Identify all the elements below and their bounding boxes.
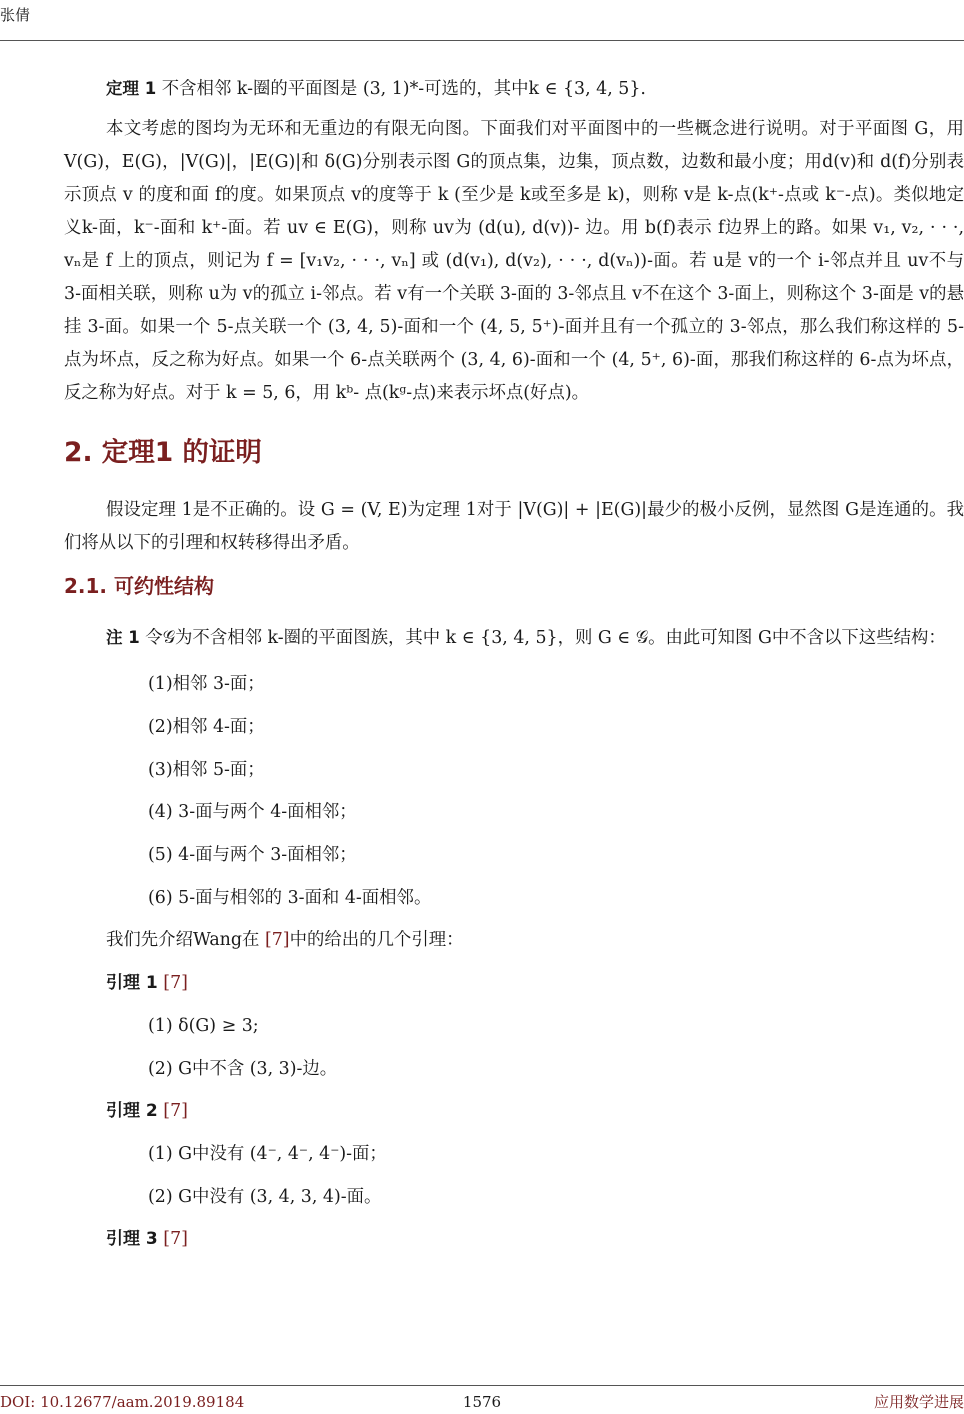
citation-link[interactable]: [7] xyxy=(163,973,188,994)
note-1 xyxy=(64,621,964,655)
doi-link[interactable]: DOI: 10.12677/aam.2019.89184 xyxy=(0,1393,245,1411)
header-divider xyxy=(0,40,964,41)
list-item: (1)相邻 3-面； xyxy=(148,674,265,695)
citation-link[interactable]: [7] xyxy=(264,930,290,951)
lemma-tag: 引理 3 xyxy=(106,1229,158,1250)
list-item: (2)相邻 4-面； xyxy=(148,716,265,737)
running-header-author: 张倩 xyxy=(0,6,31,24)
section-2-title: 2. 定理1 的证明 xyxy=(64,437,262,468)
wang-intro-text: 我们先介绍Wang在 xyxy=(106,930,265,951)
lemma-2-items xyxy=(148,1133,964,1218)
list-item: (4) 3-面与两个 4-面相邻； xyxy=(148,802,357,823)
footer-divider xyxy=(0,1385,964,1386)
section-2-paragraph: 假设定理 1是不正确的。设 G = (V, E)为定理 1对于 |V(G)| + |E(G)|最少的极小反例，显然图 G是连通的。我们将从以下的引理和权转移得出矛盾。 xyxy=(64,500,964,553)
lemma-tag: 引理 2 xyxy=(106,1101,158,1122)
citation-link[interactable]: [7] xyxy=(163,1229,188,1250)
list-item: (3)相邻 5-面； xyxy=(148,759,265,780)
wang-intro-text-end: 中的给出的几个引理： xyxy=(289,930,464,951)
citation-link[interactable]: [7] xyxy=(163,1101,188,1122)
lemma-tag: 引理 1 xyxy=(106,973,158,994)
theorem-tag: 定理 1 xyxy=(106,79,157,98)
wang-intro xyxy=(64,919,964,962)
page-number: 1576 xyxy=(462,1393,502,1411)
theorem-text: 不含相邻 k-圈的平面图是 (3, 1)*-可选的，其中k ∈ {3, 4, 5}. xyxy=(161,79,646,99)
list-item: (5) 4-面与两个 3-面相邻； xyxy=(148,845,357,865)
structure-list xyxy=(148,663,964,919)
subsection-2-1-title: 2.1. 可约性结构 xyxy=(64,573,214,598)
note-text: 令𝒢为不含相邻 k-圈的平面图族，其中 k ∈ {3, 4, 5}，则 G ∈ 𝒢。由此可知图 G中不含以下这些结构： xyxy=(145,627,946,648)
list-item: (2) G中没有 (3, 4, 3, 4)-面。 xyxy=(148,1186,382,1207)
list-item: (2) G中不含 (3, 3)-边。 xyxy=(148,1058,338,1079)
definitions-paragraph: 本文考虑的图均为无环和无重边的有限无向图。下面我们对平面图中的一些概念进行说明。对于平面图 G，用 V(G)，E(G)，|V(G)|，|E(G)|和 δ(G)分别表示图 G的顶点集，边集，顶点数，边数和最小度；用d(v)和 d(f)分别表示顶点 v 的度和面 f的度。如果顶点 v的度等于 k (至少是 k或至多是 k)，则称 v是 k-点(k⁺-点或 k⁻-点)。类似地定义k-面，k⁻-面和 k⁺-面。若 uv ∈ E(G)，则称 uv为 (d(u), d(v))- 边。用 b(f)表示 f边界上的路。如果 v₁, v₂, · · ·, vₙ是 f 上的顶点，则记为 f = [v₁v₂, · · ·, vₙ] 或 (d(v₁), d(v₂), · · ·, d(vₙ))-面。若 u是 v的一个 i-邻点并且 uv不与 3-面相关联，则称 u为 v的孤立 i-邻点。若 v有一个关联 3-面的 3-邻点且 v不在这个 3-面上，则称这个 3-面是 v的悬挂 3-面。如果一个 5-点关联一个 (3, 4, 5)-面和一个 (4, 5, 5⁺)-面并且有一个孤立的 3-邻点，那么我们称这样的 5-点为坏点，反之称为好点。如果一个 6-点关联两个 (3, 4, 6)-面和一个 (4, 5⁺, 6)-面，那我们称这样的 6-点为坏点，反之称为好点。对于 k = 5, 6，用 kᵇ- 点(kᵍ-点)来表示坏点(好点)。 xyxy=(64,119,964,403)
list-item: (1) δ(G) ≥ 3; xyxy=(148,1015,259,1036)
journal-name: 应用数学进展 xyxy=(873,1393,964,1411)
list-item: (6) 5-面与相邻的 3-面和 4-面相邻。 xyxy=(148,887,432,908)
lemma-1-heading xyxy=(64,962,964,1005)
note-tag: 注 1 xyxy=(106,627,140,647)
page-body xyxy=(64,72,964,1261)
lemma-2-heading xyxy=(64,1090,964,1133)
theorem-1 xyxy=(64,72,964,106)
lemma-1-items xyxy=(148,1005,964,1090)
lemma-3-heading xyxy=(64,1218,964,1261)
list-item: (1) G中没有 (4⁻, 4⁻, 4⁻)-面； xyxy=(148,1143,387,1164)
